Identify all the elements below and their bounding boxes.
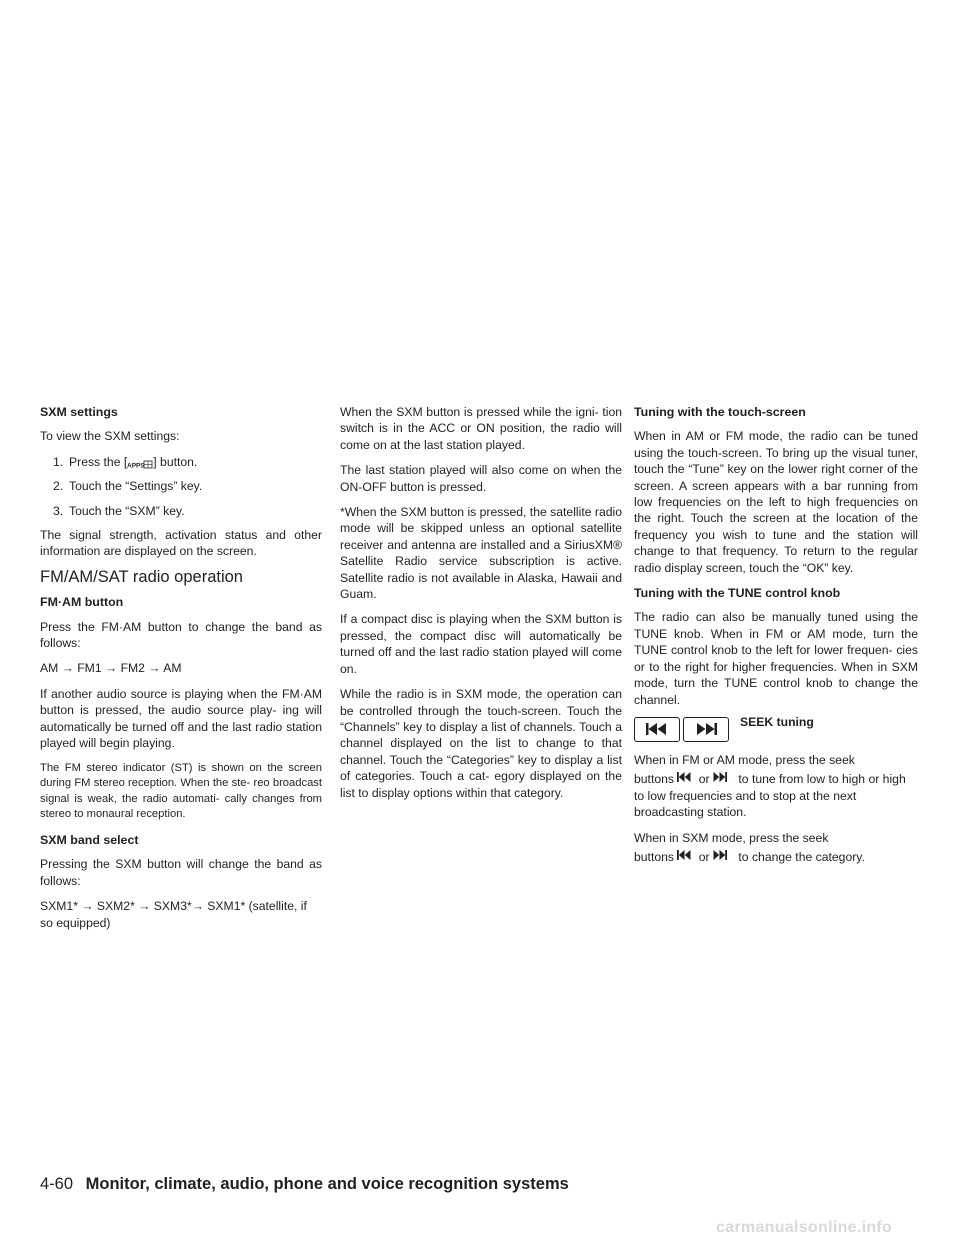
skip-back-icon [677,770,691,780]
knob-tuning-heading: Tuning with the TUNE control knob [634,586,841,601]
fmam-heading: FM·AM button [40,595,124,610]
page-footer [40,1175,569,1194]
sxm-band-sequence: SXM1* → SXM2* → SXM3*→ SXM1* (satellite, if so equipped) [40,899,307,930]
apps-icon [127,458,153,468]
seek-sxm-intro: When in SXM mode, press the seek [634,830,829,845]
skip-back-icon [677,848,691,858]
sxm-band-heading: SXM band select [40,832,139,847]
paragraph-ignition: When the SXM button is pressed while the igni- tion switch is in the ACC or ON position, the radio will come on at the last station played. [340,405,622,452]
other-source-text: If another audio source is playing when the FM·AM button is pressed, the audio source play- ing will automatically be turned off and the last radio station played will begin playing. [40,686,322,751]
page-number: 4-60 [40,1175,74,1193]
skip-forward-icon [713,848,727,858]
section-title: FM/AM/SAT radio operation [40,567,243,586]
fmam-text: Press the FM·AM button to change the band as follows: [40,619,322,651]
svg-text:carmanualsonline.info: carmanualsonline.info [716,1219,893,1236]
skip-forward-icon [713,770,727,780]
sxm-band-text: Pressing the SXM button will change the band as follows: [40,857,322,888]
fmam-sequence: AM → FM1 → FM2 → AM [40,661,182,676]
left-column [40,404,322,940]
paragraph-on-off: The last station played will also come on when the ON-OFF button is pressed. [340,463,622,494]
seek-fm-intro: When in FM or AM mode, press the seek [634,752,855,767]
touch-tuning-heading: Tuning with the touch-screen [634,405,806,419]
skip-forward-icon [683,717,729,742]
paragraph-satellite-note: *When the SXM button is pressed, the satellite radio mode will be skipped unless an optional satellite receiver and antenna are installed and a SiriusXM® Satellite Radio service subscription is active. Satellite radio is not available in Alaska, Hawaii and Guam. [340,505,622,602]
knob-tuning-text: The radio can also be manually tuned using the TUNE knob. When in FM or AM mode, turn the TUNE control knob to the left for lower frequen- cies or to the right for higher frequencies. When in SXM mode, turn the TUNE control knob to change the channel. [634,610,918,707]
stereo-note: The FM stereo indicator (ST) is shown on the screen during FM stereo reception. When the ste- reo broadcast signal is weak, the radio automati- cally changes from stereo to monaural reception. [40,761,322,821]
seek-sxm-text: buttons or to change the category. [634,849,865,864]
sxm-settings-heading: SXM settings [40,405,118,419]
sxm-settings-intro: To view the SXM settings: [40,429,180,444]
right-column [634,404,918,874]
skip-back-icon [634,717,680,742]
touch-tuning-text: When in AM or FM mode, the radio can be tuned using the touch-screen. To bring up the visual tuner, touch the “Tune” key on the lower right corner of the screen. A screen appears with a bar running from low frequencies on the left to high frequencies on the right. Touch the screen at the location of the frequency you wish to tune and the station will change to that frequency. To return to the regular radio display screen, touch the “OK” key. [634,429,918,575]
footer-section-title: Monitor, climate, audio, phone and voice recognition systems [85,1175,569,1193]
signal-text: The signal strength, activation status and other information are displayed on the screen. [40,528,322,559]
paragraph-sxm-mode: While the radio is in SXM mode, the operation can be controlled through the touch-screen. Touch the “Channels” key to display a list of channels. Touch a channel displayed on the list to change to that channel. Touch the “Categories” key to display a list of categories. Touch a cat- egory displayed on the list to display options within that category. [340,687,622,800]
middle-column [340,404,622,810]
watermark-logo [716,1218,946,1236]
paragraph-compact-disc: If a compact disc is playing when the SXM button is pressed, the compact disc will automatically be turned off and the last radio station played will come on. [340,612,622,676]
seek-buttons-row [634,717,918,742]
sxm-settings-steps [40,454,322,519]
step-1: 1. Press the [ APPS ] button. [53,454,198,470]
seek-fm-text: buttons or to tune from low to high or high to low frequencies and to stop at the next broadcasting station. [634,772,906,820]
step-3: 3. Touch the “SXM” key. [53,503,185,518]
seek-tuning-label: SEEK tuning [740,715,814,730]
svg-text:APPS: APPS [127,462,145,470]
step-2: 2. Touch the “Settings” key. [53,479,203,494]
